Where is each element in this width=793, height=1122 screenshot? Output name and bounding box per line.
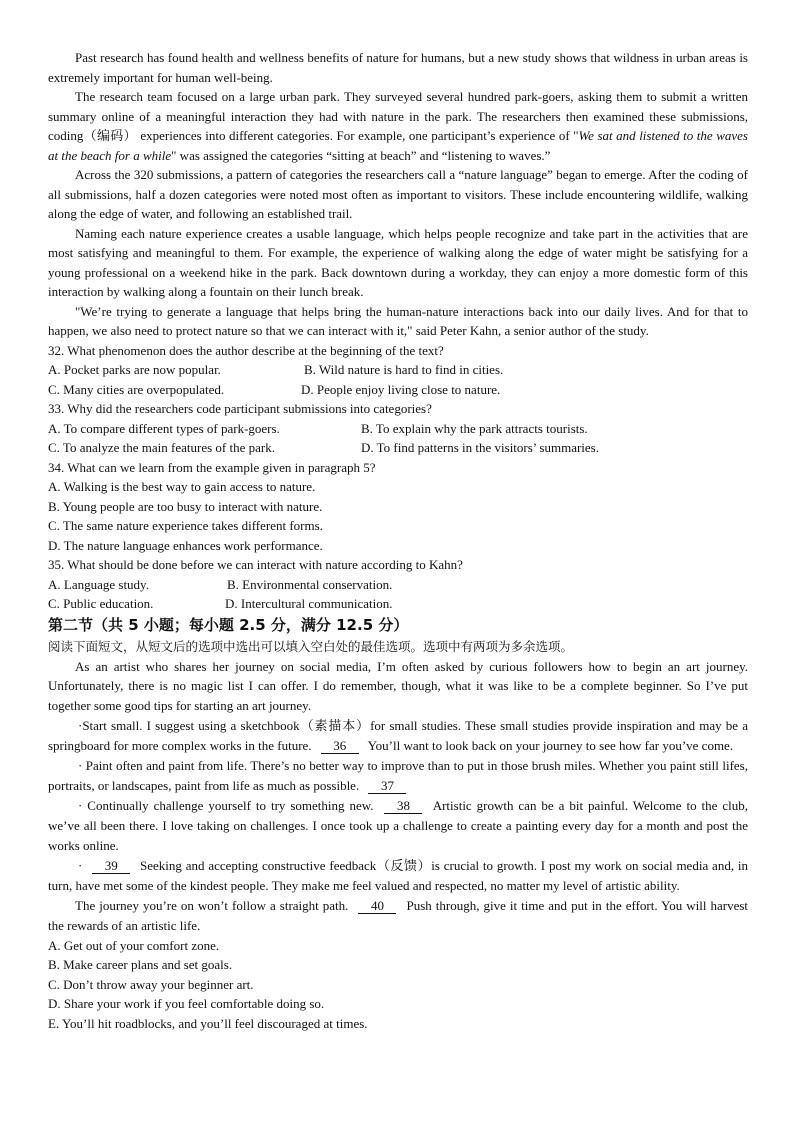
passage-paragraph-2 (48, 87, 748, 165)
paragraph-2-text-end: " was assigned the categories “sitting at beach” and “listening to waves.” (171, 147, 551, 163)
quoted-example: We sat and listened to the waves at the beach for a while (48, 128, 748, 163)
question-33-stem: 33. Why did the researchers code participant submissions into categories? (48, 401, 432, 416)
passage-paragraph-4: Naming each nature experience creates a usable language, which helps people recognize and take part in the activities that are most satisfying and meaningful to them. For example, the experience of walking along the edge of water might be satisfying for a young professional on a weekend hike in the park. Back downtown during a workday, they can enjoy a more domestic form of this interaction by walking along a fountain on their lunch break. (48, 225, 748, 299)
passage-paragraph-3: Across the 320 submissions, a pattern of categories the researchers call a “nature language” began to emerge. After the coding of all submissions, half a dozen categories were noted most often as important to visitors. These include encountering wildlife, walking along the edge of water, and following an established trail. (48, 167, 748, 221)
tip-3-text-end: Artistic growth can be a bit painful. Welcome to the club, we’ve all been there. I love taking on challenges. I once took up a challenge to create a painting every day for a month and post the works online. (48, 797, 748, 853)
tip-paragraph-3 (48, 796, 748, 856)
question-35-stem: 35. What should be done before we can interact with nature according to Kahn? (48, 557, 463, 572)
option-34-c[interactable]: C. The same nature experience takes different forms. (48, 518, 323, 533)
tip-2-text: · Paint often and paint from life. There’s no better way to improve than to put in those brush miles. Whether you paint still lifes, portraits, or landscapes, paint from life as much as possible. (48, 757, 748, 793)
tip-1-text: ·Start small. I suggest using a sketchbook（素描本）for small studies. These small studies provide inspiration and may be a springboard for more complex works in the future. (48, 717, 748, 753)
option-35-d[interactable]: D. Intercultural communication. (225, 596, 393, 611)
passage-paragraph-5: "We’re trying to generate a language that helps bring the human-nature interactions back into our daily lives. And for that to happen, we also need to protect nature so that we can interact with it," said Peter Kahn, a senior author of the study. (48, 303, 748, 338)
option-32-a[interactable]: A. Pocket parks are now popular. (48, 362, 221, 377)
exam-page (48, 48, 748, 1033)
blank-39[interactable]: 39 (92, 859, 130, 874)
option-33-a[interactable]: A. To compare different types of park-goers. (48, 420, 280, 436)
question-32-stem: 32. What phenomenon does the author describe at the beginning of the text? (48, 342, 444, 358)
option-33-c[interactable]: C. To analyze the main features of the park. (48, 440, 275, 455)
option-c[interactable]: C. Don’t throw away your beginner art. (48, 976, 254, 992)
section-instruction: 阅读下面短文，从短文后的选项中选出可以填入空白处的最佳选项。选项中有两项为多余选项。 (48, 638, 574, 654)
option-33-d[interactable]: D. To find patterns in the visitors’ summaries. (361, 440, 599, 455)
paragraph-2-text: The research team focused on a large urban park. They surveyed several hundred park-goers, asking them to submit a written summary online of a meaningful interaction they had with nature in the park. The researchers then examined these submissions, coding（编码） experiences into different categories. For example, one participant’s experience of " (48, 89, 748, 143)
tip-paragraph-2 (48, 756, 748, 796)
blank-37[interactable]: 37 (368, 779, 406, 794)
blank-38[interactable]: 38 (384, 799, 422, 814)
option-32-b[interactable]: B. Wild nature is hard to find in cities. (304, 362, 504, 377)
tip-4-text-end: Seeking and accepting constructive feedback（反馈）is crucial to growth. I post my work on social media and, in turn, have met some of the kindest people. They make me feel valued and respected, no matter my level of artistic ability. (48, 857, 749, 893)
question-32-options-row-1 (48, 360, 748, 380)
tip-1-text-end: You’ll want to look back on your journey to see how far you’ve come. (367, 737, 734, 753)
question-35-options-row-1 (48, 575, 748, 595)
tip-4-bullet: · (78, 857, 83, 873)
option-34-d[interactable]: D. The nature language enhances work performance. (48, 537, 323, 553)
option-a[interactable]: A. Get out of your comfort zone. (48, 937, 220, 953)
option-32-d[interactable]: D. People enjoy living close to nature. (301, 381, 501, 397)
question-34-stem: 34. What can we learn from the example given in paragraph 5? (48, 459, 376, 475)
tip-paragraph-1 (48, 716, 748, 756)
option-35-c[interactable]: C. Public education. (48, 596, 154, 611)
intro-paragraph: As an artist who shares her journey on social media, I’m often asked by curious followers how to begin an art journey. Unfortunately, there is no magic list I can offer. I do remember, though, what it was like to be a complete beginner. So I’ve put together some good tips for starting an art journey. (48, 658, 748, 714)
passage-paragraph-1: Past research has found health and wellness benefits of nature for humans, but a new study shows that wildness in urban areas is extremely important for human well-being. (48, 50, 748, 85)
closing-text-end: Push through, give it time and put in the effort. You will harvest the rewards of an artistic life. (48, 897, 749, 933)
tip-paragraph-4 (48, 856, 748, 896)
option-33-b[interactable]: B. To explain why the park attracts tourists. (361, 420, 588, 436)
option-34-b[interactable]: B. Young people are too busy to interact with nature. (48, 498, 323, 514)
closing-paragraph (48, 896, 748, 936)
closing-text: The journey you’re on won’t follow a straight path. (75, 897, 349, 913)
question-33-options-row-1 (48, 419, 748, 439)
option-e[interactable]: E. You’ll hit roadblocks, and you’ll feel discouraged at times. (48, 1015, 368, 1031)
section-heading: 第二节（共 5 小题；每小题 2.5 分，满分 12.5 分） (48, 615, 409, 634)
blank-40[interactable]: 40 (358, 899, 396, 914)
question-33-options-row-2 (48, 438, 748, 458)
option-b[interactable]: B. Make career plans and set goals. (48, 957, 233, 973)
option-35-a[interactable]: A. Language study. (48, 576, 149, 592)
option-32-c[interactable]: C. Many cities are overpopulated. (48, 381, 225, 397)
option-34-a[interactable]: A. Walking is the best way to gain access to nature. (48, 479, 316, 494)
question-32-options-row-2 (48, 380, 748, 400)
option-d[interactable]: D. Share your work if you feel comfortable doing so. (48, 996, 325, 1012)
blank-36[interactable]: 36 (321, 739, 359, 754)
option-35-b[interactable]: B. Environmental conservation. (227, 576, 393, 592)
question-35-options-row-2 (48, 594, 748, 614)
tip-3-text: · Continually challenge yourself to try something new. (78, 797, 374, 813)
